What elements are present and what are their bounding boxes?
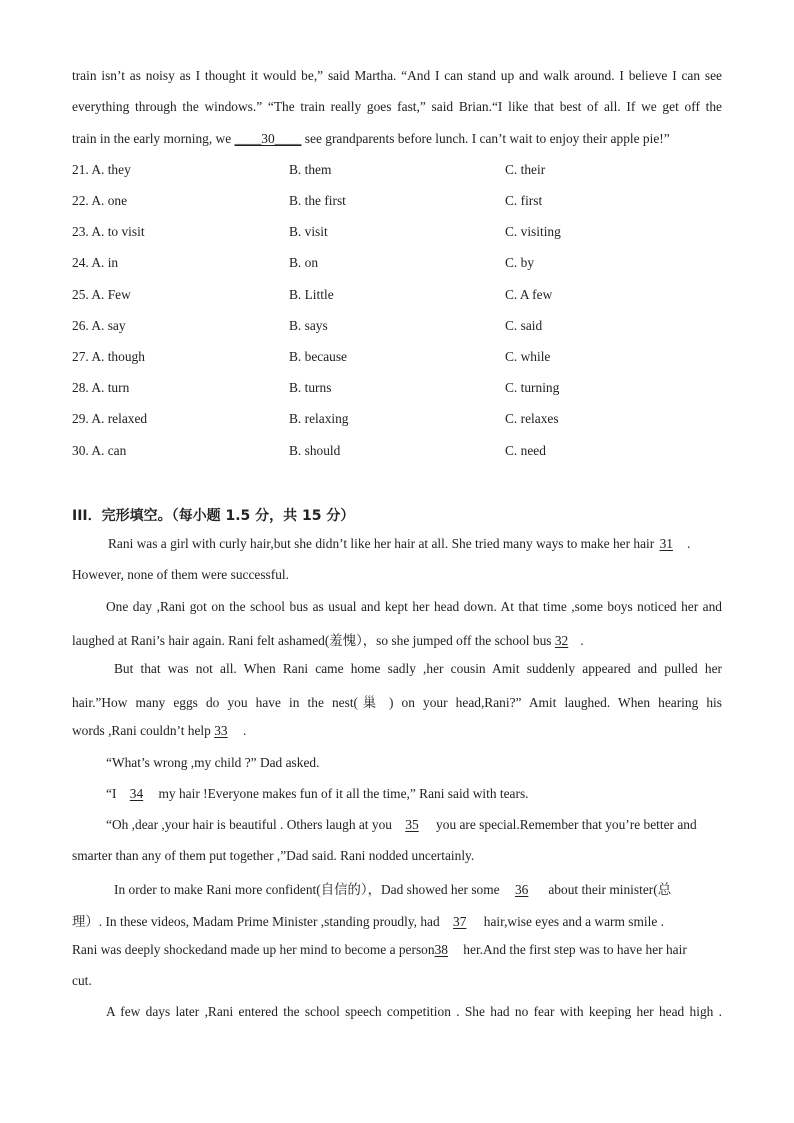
- text: Rani was deeply shockedand made up her mind to become a person: [72, 942, 435, 957]
- text: .: [686, 536, 691, 551]
- passage2-line12: [114, 879, 722, 898]
- passage1-line3-pre: train in the early morning, we: [72, 131, 235, 146]
- option-row-21: [72, 162, 722, 182]
- passage2-line14: [72, 942, 722, 958]
- text: her.And the first step was to have her hair: [459, 942, 687, 957]
- text: 理）. In these videos, Madam Prime Minister ,standing proudly, had: [72, 914, 444, 929]
- blank-35: 35: [405, 817, 419, 832]
- section-heading: III．完形填空。（每小题 1.5 分，共 15 分）: [72, 508, 355, 524]
- option-c: C. visiting: [505, 224, 561, 239]
- passage1-line1: train isn’t as noisy as I thought it would be,” said Martha. “And I can stand up and walk around. I believe I can see: [72, 68, 722, 83]
- option-a: 30. A. can: [72, 443, 127, 458]
- passage2-line8: “What’s wrong ,my child ?” Dad asked.: [106, 755, 320, 770]
- option-row-30: [72, 443, 722, 463]
- option-b: B. visit: [289, 224, 328, 239]
- text: you are special.Remember that you’re better and: [432, 817, 697, 832]
- option-a: 23. A. to visit: [72, 224, 145, 239]
- passage2-line16: A few days later ,Rani entered the school speech competition . She had no fear with keeping her head high .: [106, 1004, 722, 1019]
- passage2-line1: [108, 536, 722, 552]
- blank-33: 33: [214, 723, 228, 738]
- option-a: 25. A. Few: [72, 287, 131, 302]
- option-row-23: [72, 224, 722, 244]
- text: words ,Rani couldn’t help: [72, 723, 215, 738]
- option-b: B. turns: [289, 380, 332, 395]
- option-b: B. on: [289, 255, 319, 270]
- option-b: B. should: [289, 443, 341, 458]
- passage1-line2: everything through the windows.” “The train really goes fast,” said Brian.“I like that best of all. If we get off the: [72, 99, 722, 114]
- option-c: C. said: [505, 318, 543, 333]
- blank-34: 34: [129, 786, 144, 801]
- text: “Oh ,dear ,your hair is beautiful . Others laugh at you: [106, 817, 396, 832]
- passage2-line10: [106, 817, 722, 833]
- option-a: 27. A. though: [72, 349, 145, 364]
- option-row-24: [72, 255, 722, 275]
- blank-36: 36: [514, 882, 529, 897]
- option-c: C. relaxes: [505, 411, 559, 426]
- option-row-26: [72, 318, 722, 338]
- option-c: C. their: [505, 162, 546, 177]
- text: about their minister(总: [548, 882, 672, 897]
- text: laughed at Rani’s hair again. Rani felt ashamed(羞愧），so she jumped off the school bus: [72, 633, 555, 648]
- passage2-line15: cut.: [72, 973, 92, 988]
- option-a: 26. A. say: [72, 318, 126, 333]
- option-c: C. while: [505, 349, 551, 364]
- passage2-line11: smarter than any of them put together ,”Dad said. Rani nodded uncertainly.: [72, 848, 475, 863]
- option-row-25: [72, 287, 722, 307]
- passage2-line13: [72, 911, 722, 930]
- text: In order to make Rani more confident(自信的），Dad showed her some: [114, 882, 503, 897]
- option-c: C. turning: [505, 380, 560, 395]
- option-b: B. Little: [289, 287, 334, 302]
- blank-30: ____30____: [234, 131, 302, 146]
- option-a: 24. A. in: [72, 255, 119, 270]
- passage1-line3: [72, 131, 722, 147]
- passage2-line7: [72, 723, 722, 739]
- option-a: 28. A. turn: [72, 380, 130, 395]
- passage2-line2: However, none of them were successful.: [72, 567, 289, 582]
- option-c: C. first: [505, 193, 543, 208]
- option-row-29: [72, 411, 722, 431]
- option-c: C. by: [505, 255, 535, 270]
- blank-32: 32: [554, 633, 569, 648]
- option-a: 29. A. relaxed: [72, 411, 148, 426]
- passage2-line3: One day ,Rani got on the school bus as usual and kept her head down. At that time ,some boys noticed her and: [106, 599, 722, 614]
- option-c: C. A few: [505, 287, 553, 302]
- text: Rani was a girl with curly hair,but she didn’t like her hair at all. She tried many ways to make her hair: [108, 536, 658, 551]
- passage2-line9: [106, 786, 756, 802]
- option-row-28: [72, 380, 722, 400]
- option-b: B. relaxing: [289, 411, 349, 426]
- option-a: 21. A. they: [72, 162, 131, 177]
- option-row-22: [72, 193, 722, 213]
- option-c: C. need: [505, 443, 546, 458]
- text: .: [580, 633, 584, 648]
- text: “I: [106, 786, 120, 801]
- option-b: B. the first: [289, 193, 346, 208]
- blank-37: 37: [453, 914, 467, 929]
- blank-31: 31: [659, 536, 673, 551]
- passage2-line5: But that was not all. When Rani came home sadly ,her cousin Amit suddenly appeared and pulled her: [114, 661, 722, 676]
- option-a: 22. A. one: [72, 193, 128, 208]
- text: my hair !Everyone makes fun of it all the time,” Rani said with tears.: [155, 786, 529, 801]
- blank-38: 38: [434, 942, 448, 957]
- passage2-line6: hair.”How many eggs do you have in the nest(巢 ) on your head,Rani?” Amit laughed. When hearing his: [72, 695, 722, 710]
- passage2-line4: [72, 630, 722, 649]
- option-b: B. says: [289, 318, 328, 333]
- passage1-line3-post: see grandparents before lunch. I can’t wait to enjoy their apple pie!”: [301, 131, 670, 146]
- option-b: B. them: [289, 162, 332, 177]
- text: hair,wise eyes and a warm smile .: [480, 914, 664, 929]
- option-b: B. because: [289, 349, 348, 364]
- text: .: [239, 723, 247, 738]
- option-row-27: [72, 349, 722, 369]
